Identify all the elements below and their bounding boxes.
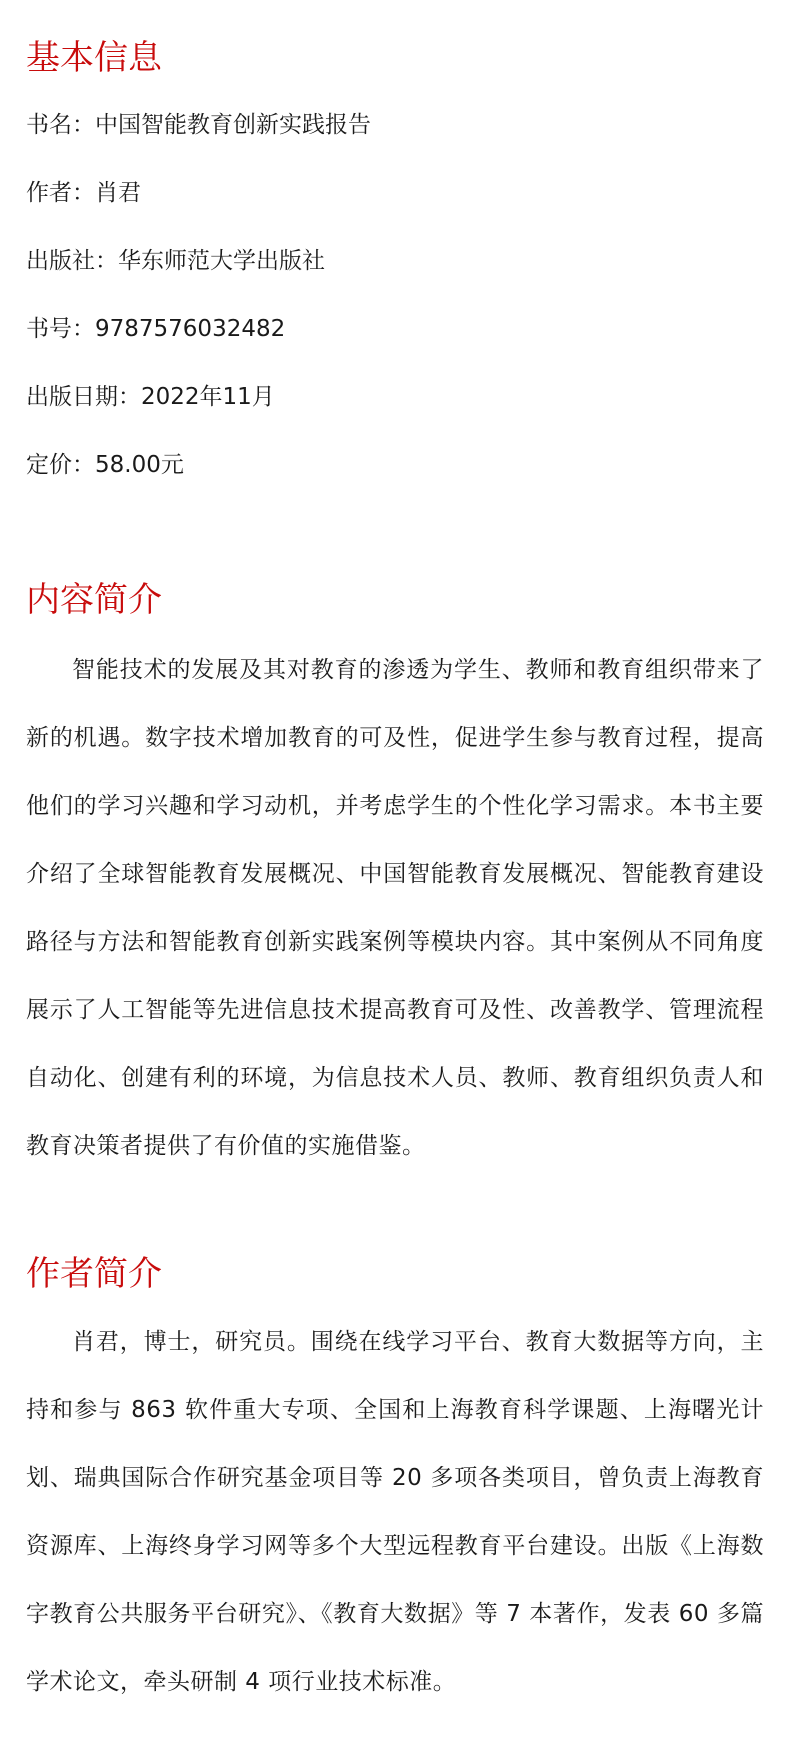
- info-label: 出版社：: [26, 248, 118, 274]
- info-value: 9787576032482: [95, 316, 286, 342]
- author-intro-heading: 作者简介: [26, 1254, 162, 1294]
- info-label: 书名：: [26, 112, 95, 138]
- info-item-isbn: [26, 314, 371, 382]
- info-item-price: [26, 450, 371, 518]
- info-item-publisher: [26, 246, 371, 314]
- info-item-author: [26, 178, 371, 246]
- info-item-title: [26, 110, 371, 178]
- basic-info-heading: 基本信息: [26, 38, 162, 78]
- info-label: 定价：: [26, 452, 95, 478]
- info-item-publish-date: [26, 382, 371, 450]
- info-value: 肖君: [95, 180, 141, 206]
- content-intro-paragraph: 智能技术的发展及其对教育的渗透为学生、教师和教育组织带来了新的机遇。数字技术增加教育的可及性，促进学生参与教育过程，提高他们的学习兴趣和学习动机，并考虑学生的个性化学习需求。本书主要介绍了全球智能教育发展概况、中国智能教育发展概况、智能教育建设路径与方法和智能教育创新实践案例等模块内容。其中案例从不同角度展示了人工智能等先进信息技术提高教育可及性、改善教学、管理流程自动化、创建有利的环境，为信息技术人员、教师、教育组织负责人和教育决策者提供了有价值的实施借鉴。: [26, 657, 764, 1159]
- basic-info-list: [26, 110, 371, 518]
- info-label: 作者：: [26, 180, 95, 206]
- info-value: 中国智能教育创新实践报告: [95, 112, 371, 138]
- info-value: 2022年11月: [141, 384, 275, 410]
- author-intro-paragraph: 肖君，博士，研究员。围绕在线学习平台、教育大数据等方向，主持和参与 863 软件重大专项、全国和上海教育科学课题、上海曙光计划、瑞典国际合作研究基金项目等 20 多项各类项目，曾负责上海教育资源库、上海终身学习网等多个大型远程教育平台建设。出版《上海数字教育公共服务平台研究》、《教育大数据》等 7 本著作，发表 60 多篇学术论文，牵头研制 4 项行业技术标准。: [26, 1329, 764, 1695]
- content-intro-heading: 内容简介: [26, 580, 162, 620]
- info-label: 出版日期：: [26, 384, 141, 410]
- info-value: 58.00元: [95, 452, 184, 478]
- info-value: 华东师范大学出版社: [118, 248, 325, 274]
- info-label: 书号：: [26, 316, 95, 342]
